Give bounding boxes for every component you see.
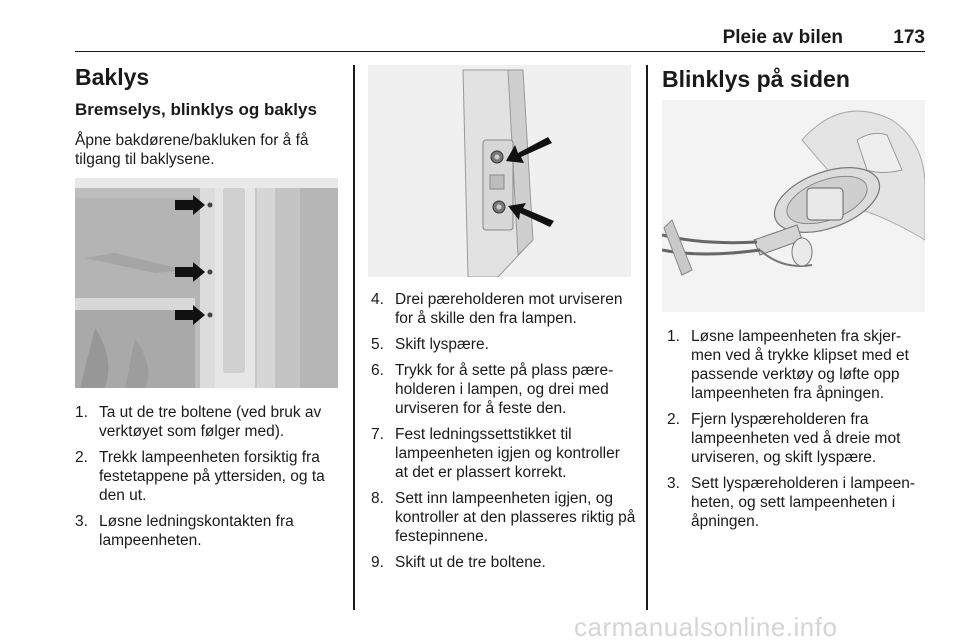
- right-steps: [667, 327, 929, 538]
- section-title: Baklys: [75, 64, 150, 90]
- list-item: 1. Løsne lampeenheten fra skjer-men ved å trykke klipset med et passende verktøy og løfte opp lampeenheten fra åpningen.: [667, 328, 909, 402]
- right-column: [662, 66, 927, 93]
- side-indicator-illustration: [662, 100, 925, 312]
- side-indicator-figure: [662, 100, 925, 312]
- bulb-holder-illustration: [368, 65, 631, 277]
- list-item: 2. Fjern lyspæreholderen fra lampeenheten ved å dreie mot urviseren, og skift lyspære.: [667, 411, 901, 466]
- list-item: 6. Trykk for å sette på plass pære-holderen i lampen, og drei med urviseren for å feste den.: [371, 362, 614, 417]
- list-item: 4. Drei pæreholderen mot urviseren for å skille den fra lampen.: [371, 291, 623, 327]
- list-item: 3. Løsne ledningskontakten fra lampeenheten.: [75, 513, 294, 549]
- intro-text: Åpne bakdørene/bakluken for å få tilgang til baklysene.: [75, 132, 309, 168]
- list-item: 2. Trekk lampeenheten forsiktig fra festetappene på yttersiden, og ta den ut.: [75, 449, 325, 504]
- page-header: [75, 27, 925, 52]
- column-divider: [353, 65, 355, 610]
- watermark: carmanualsonline.info: [574, 612, 838, 642]
- middle-steps: [371, 290, 636, 579]
- tail-light-figure: [75, 178, 338, 388]
- list-item: 7. Fest ledningssettstikket til lampeenheten igjen og kontroller at det er plassert korrekt.: [371, 426, 620, 481]
- section-subtitle: Bremselys, blinklys og baklys: [75, 100, 317, 119]
- section-title: Blinklys på siden: [662, 66, 850, 92]
- list-item: 8. Sett inn lampeenheten igjen, og kontroller at den plasseres riktig på festepinnene.: [371, 490, 636, 545]
- left-column: [75, 64, 340, 169]
- list-item: 5. Skift lyspære.: [371, 336, 489, 353]
- chapter-title: Pleie av bilen: [722, 27, 843, 48]
- left-steps: [75, 403, 345, 557]
- tail-light-illustration: [75, 178, 338, 388]
- page-number: 173: [893, 27, 925, 48]
- list-item: 1. Ta ut de tre boltene (ved bruk av verktøyet som følger med).: [75, 404, 322, 440]
- column-divider: [646, 65, 648, 610]
- list-item: 9. Skift ut de tre boltene.: [371, 554, 546, 571]
- list-item: 3. Sett lyspæreholderen i lampeen-heten, og sett lampeenheten i åpningen.: [667, 475, 916, 530]
- bulb-holder-figure: [368, 65, 631, 277]
